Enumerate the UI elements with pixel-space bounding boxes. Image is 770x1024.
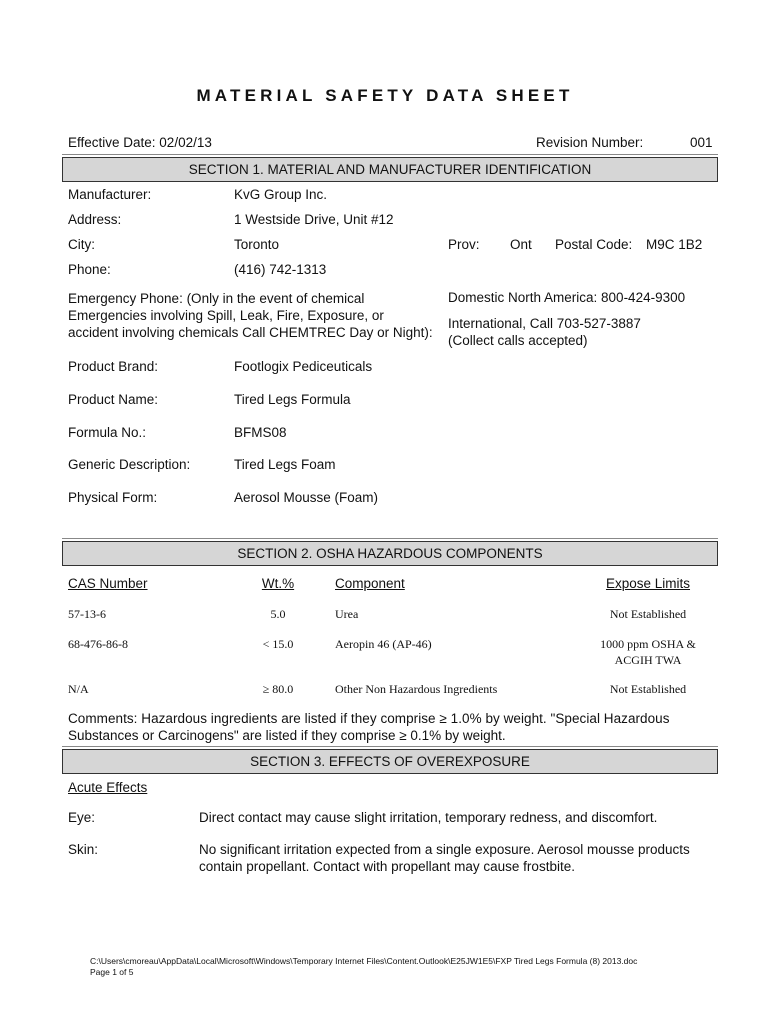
comments-line-2: Substances or Carcinogens" are listed if they comprise ≥ 0.1% by weight. xyxy=(68,728,506,743)
formula-value: BFMS08 xyxy=(234,425,287,440)
product-name-value: Tired Legs Formula xyxy=(234,392,351,407)
col-cas-number: CAS Number xyxy=(68,576,148,591)
table-row-1-cas: 57-13-6 xyxy=(68,607,106,621)
phone-label: Phone: xyxy=(68,262,111,277)
generic-description-label: Generic Description: xyxy=(68,457,191,472)
city-label: City: xyxy=(68,237,95,252)
revision-value: 001 xyxy=(690,135,713,150)
phone-value: (416) 742-1313 xyxy=(234,262,327,277)
manufacturer-label: Manufacturer: xyxy=(68,187,152,202)
prov-value: Ont xyxy=(510,237,532,252)
emergency-line-3: accident involving chemicals Call CHEMTREC Day or Night): xyxy=(68,325,433,340)
emergency-line-1: Emergency Phone: (Only in the event of chemical xyxy=(68,291,365,306)
collect-calls-note: (Collect calls accepted) xyxy=(448,333,588,348)
city-value: Toronto xyxy=(234,237,280,252)
generic-description-value: Tired Legs Foam xyxy=(234,457,336,472)
col-component: Component xyxy=(335,576,405,591)
postal-value: M9C 1B2 xyxy=(646,237,703,252)
table-row-3-component: Other Non Hazardous Ingredients xyxy=(335,682,498,696)
revision-label: Revision Number: xyxy=(536,135,644,150)
postal-label: Postal Code: xyxy=(555,237,633,252)
comments-line-1: Comments: Hazardous ingredients are listed if they comprise ≥ 1.0% by weight. "Special Hazardous xyxy=(68,711,670,726)
eye-label: Eye: xyxy=(68,810,96,825)
address-label: Address: xyxy=(68,212,122,227)
table-row-3-cas: N/A xyxy=(68,682,89,696)
physical-form-label: Physical Form: xyxy=(68,490,158,505)
skin-label: Skin: xyxy=(68,842,99,857)
brand-label: Product Brand: xyxy=(68,359,159,374)
table-row-1-wt: 5.0 xyxy=(270,607,286,621)
table-row-1-component: Urea xyxy=(335,607,359,621)
domestic-phone: Domestic North America: 800-424-9300 xyxy=(448,290,686,305)
brand-value: Footlogix Pediceuticals xyxy=(234,359,373,374)
section-1-header: SECTION 1. MATERIAL AND MANUFACTURER IDENTIFICATION xyxy=(62,157,718,182)
section-3-header: SECTION 3. EFFECTS OF OVEREXPOSURE xyxy=(62,749,718,774)
skin-value-line-2: contain propellant. Contact with propellant may cause frostbite. xyxy=(199,859,575,874)
effective-date: Effective Date: 02/02/13 xyxy=(68,135,212,150)
skin-value-line-1: No significant irritation expected from a single exposure. Aerosol mousse products xyxy=(199,842,690,857)
footer-file-path: C:\Users\cmoreau\AppData\Local\Microsoft\Windows\Temporary Internet Files\Content.Outlook\E25JW1E5\FXP Tired Legs Formula (8) 2013.doc xyxy=(90,956,638,966)
product-name-label: Product Name: xyxy=(68,392,159,407)
col-wt-percent: Wt.% xyxy=(261,576,295,591)
address-value: 1 Westside Drive, Unit #12 xyxy=(234,212,394,227)
acute-effects-heading: Acute Effects xyxy=(68,780,148,795)
col-expose-limits: Expose Limits xyxy=(605,576,691,591)
table-row-1-limits: Not Established xyxy=(609,607,687,621)
table-row-2-wt: < 15.0 xyxy=(262,637,294,651)
table-row-2-cas: 68-476-86-8 xyxy=(68,637,128,651)
table-row-3-wt: ≥ 80.0 xyxy=(262,682,294,696)
table-row-2-limits-line-2: ACGIH TWA xyxy=(614,653,682,667)
eye-value: Direct contact may cause slight irritation, temporary redness, and discomfort. xyxy=(199,810,658,825)
footer-page-number: Page 1 of 5 xyxy=(90,967,134,977)
formula-label: Formula No.: xyxy=(68,425,147,440)
document-title: MATERIAL SAFETY DATA SHEET xyxy=(196,86,574,105)
table-row-3-limits: Not Established xyxy=(609,682,687,696)
table-row-2-component: Aeropin 46 (AP-46) xyxy=(335,637,432,651)
table-row-2-limits-line-1: 1000 ppm OSHA & xyxy=(600,637,696,651)
physical-form-value: Aerosol Mousse (Foam) xyxy=(234,490,379,505)
prov-label: Prov: xyxy=(448,237,480,252)
emergency-line-2: Emergencies involving Spill, Leak, Fire, Exposure, or xyxy=(68,308,384,323)
international-phone: International, Call 703-527-3887 xyxy=(448,316,641,331)
manufacturer-value: KvG Group Inc. xyxy=(234,187,328,202)
section-2-header: SECTION 2. OSHA HAZARDOUS COMPONENTS xyxy=(62,541,718,566)
